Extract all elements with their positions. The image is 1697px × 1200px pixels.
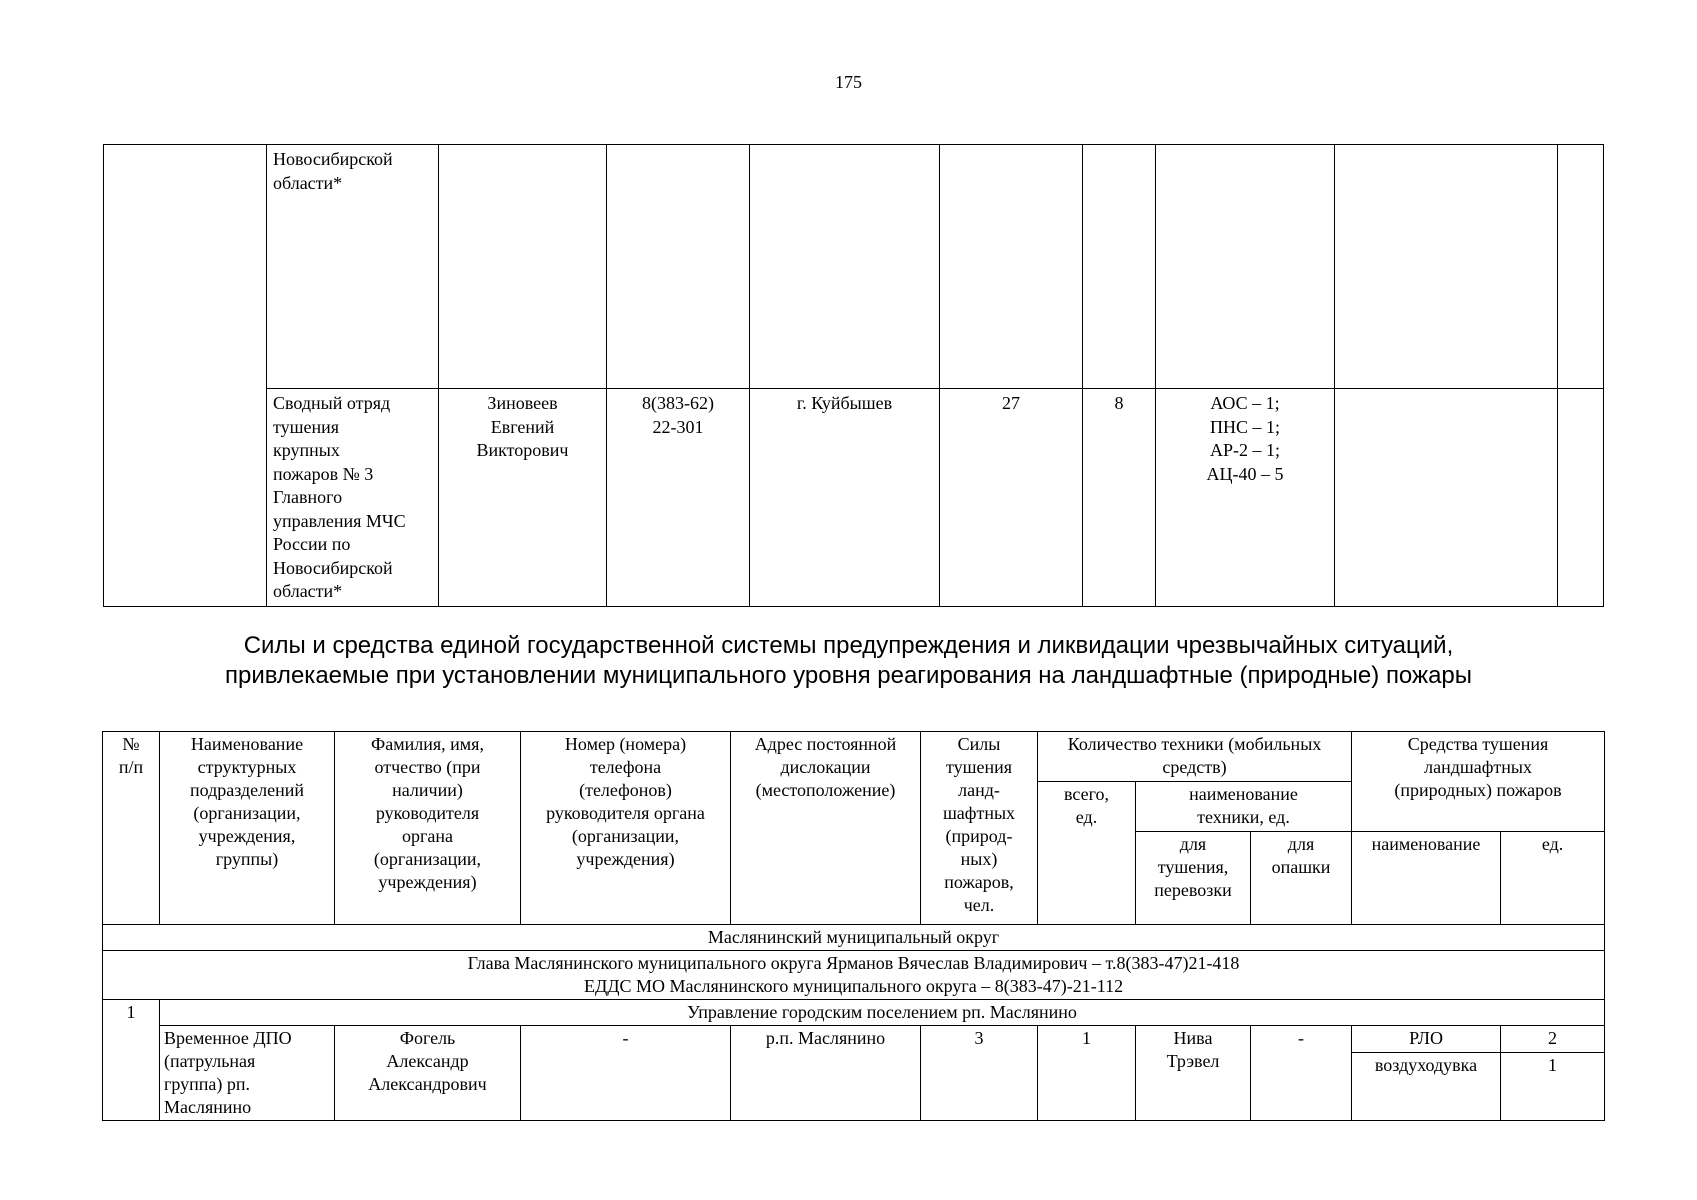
header-equipment-count: Количество техники (мобильных средств): [1038, 732, 1352, 782]
table-row: [103, 1026, 1605, 1053]
equipment-cell: АОС – 1; ПНС – 1; АР-2 – 1; АЦ-40 – 5: [1156, 389, 1335, 607]
plowing-cell: -: [1251, 1026, 1352, 1121]
district-head-line: Глава Маслянинского муниципального округа Ярманов Вячеслав Владимирович – т.8(383-47)21-418: [467, 953, 1240, 973]
district-contacts: [103, 951, 1605, 1000]
header-for-plowing: для опашки: [1251, 832, 1352, 925]
forces-cell: 3: [921, 1026, 1038, 1121]
top-table-continuation: [103, 144, 1604, 607]
table-row: [104, 145, 1604, 389]
total-cell: 1: [1038, 1026, 1136, 1121]
district-title: Маслянинский муниципальный округ: [103, 925, 1605, 951]
header-address: Адрес постоянной дислокации (местоположение): [731, 732, 921, 925]
table-cell: [104, 145, 267, 607]
address-cell: г. Куйбышев: [750, 389, 940, 607]
means-unit-cell: 2: [1501, 1026, 1605, 1053]
section-row: [103, 1000, 1605, 1026]
table-header-row: [103, 732, 1605, 782]
extinguishing-cell: Нива Трэвел: [1136, 1026, 1251, 1121]
header-means-name: наименование: [1352, 832, 1501, 925]
header-total: всего, ед.: [1038, 782, 1136, 925]
means-unit-cell: 1: [1501, 1053, 1605, 1121]
section-heading: Силы и средства единой государственной системы предупреждения и ликвидации чрезвычайных ситуаций, привлекаемые при установлении муниципального уровня реагирования на ландшафтные (природные) пожары: [224, 632, 1473, 689]
forces-cell: 27: [940, 389, 1083, 607]
header-for-extinguishing: для тушения, перевозки: [1136, 832, 1251, 925]
forces-table: [102, 731, 1605, 1121]
contacts-row: [103, 951, 1605, 1000]
header-means-unit: ед.: [1501, 832, 1605, 925]
head-name-cell: Фогель Александр Александрович: [335, 1026, 521, 1121]
table-row: [104, 389, 1604, 607]
section-number: 1: [103, 1000, 160, 1121]
phone-cell: -: [521, 1026, 731, 1121]
header-means: Средства тушения ландшафтных (природных) пожаров: [1352, 732, 1605, 832]
header-head: Фамилия, имя, отчество (при наличии) руководителя органа (организации, учреждения): [335, 732, 521, 925]
total-cell: 8: [1083, 389, 1156, 607]
unit-name-cell: Временное ДПО (патрульная группа) рп. Маслянино: [160, 1026, 335, 1121]
page-number: 175: [835, 72, 862, 92]
header-num: № п/п: [103, 732, 160, 925]
means-name-cell: воздуходувка: [1352, 1053, 1501, 1121]
header-phone: Номер (номера) телефона (телефонов) руководителя органа (организации, учреждения): [521, 732, 731, 925]
section-title: Управление городским поселением рп. Маслянино: [160, 1000, 1605, 1026]
header-forces: Силы тушения ланд- шафтных (природ- ных) пожаров, чел.: [921, 732, 1038, 925]
means-name-cell: РЛО: [1352, 1026, 1501, 1053]
unit-name-cell: Новосибирской области*: [267, 145, 439, 389]
header-equipment-names: наименование техники, ед.: [1136, 782, 1352, 832]
district-row: [103, 925, 1605, 951]
head-name-cell: Зиновеев Евгений Викторович: [439, 389, 607, 607]
address-cell: р.п. Маслянино: [731, 1026, 921, 1121]
header-name: Наименование структурных подразделений (организации, учреждения, группы): [160, 732, 335, 925]
phone-cell: 8(383-62) 22-301: [607, 389, 750, 607]
edds-line: ЕДДС МО Маслянинского муниципального округа – 8(383-47)-21-112: [583, 976, 1124, 996]
unit-name-cell: Сводный отряд тушения крупных пожаров № 3 Главного управления МЧС России по Новосибирской области*: [267, 389, 439, 607]
